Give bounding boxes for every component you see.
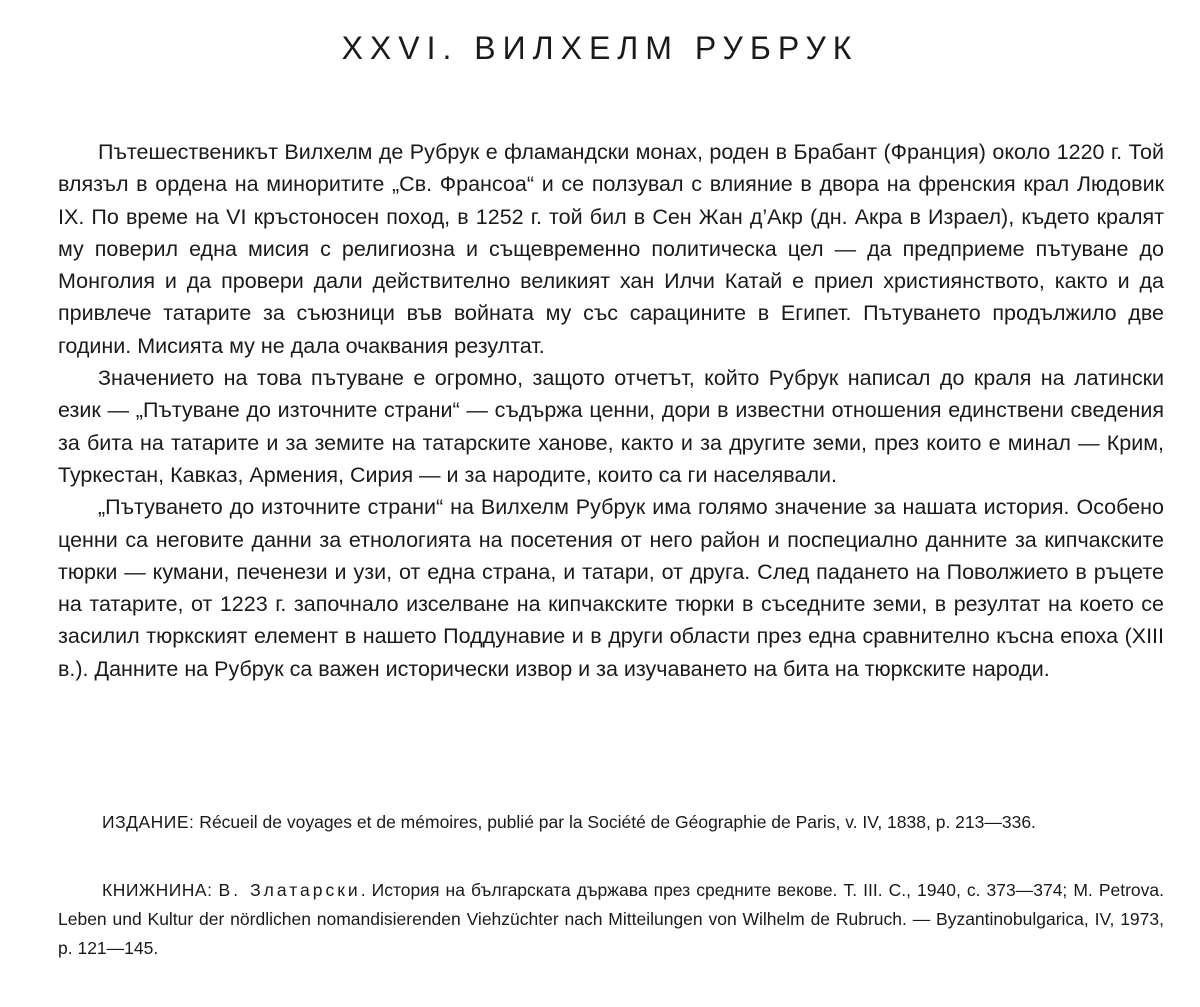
literature-text: . История на българската държава през средните векове. Т. III. С., 1940, с. 373—374; M. Petrova. Leben und Kultur der nördlichen nomandisierenden Viehzüchter nach Mitteilungen von Wilhelm de Rubruch. — Byzantinobulgarica, IV, 1973, p. 121—145. xyxy=(58,880,1164,958)
literature-author: В. Златарски xyxy=(218,880,361,900)
edition-section xyxy=(58,808,1164,837)
paragraph-1: Пътешественикът Вилхелм де Рубрук е фламандски монах, роден в Брабант (Франция) около 1220 г. Той влязъл в ордена на миноритите „Св. Франсоа“ и се ползувал с влияние в двора на френския крал Людовик IX. По време на VI кръстоносен поход, в 1252 г. той бил в Сен Жан д’Акр (дн. Акра в Израел), където кралят му поверил една мисия с религиозна и същевременно политическа цел — да предприеме пътуване до Монголия и да провери дали действително великият хан Илчи Катай е приел християнството, както и да привлече татарите за съюзници във войната му със сарацините в Египет. Пътуването продължило две години. Мисията му не дала очаквания резултат. xyxy=(58,140,1164,358)
edition-label: ИЗДАНИЕ: xyxy=(102,812,195,832)
edition-text: Récueil de voyages et de mémoires, publié par la Société de Géographie de Paris, v. IV, 1838, p. 213—336. xyxy=(194,812,1036,832)
literature-label: КНИЖНИНА: xyxy=(102,880,213,900)
literature-entry xyxy=(58,876,1164,963)
literature-section xyxy=(58,876,1164,963)
main-text xyxy=(58,136,1164,685)
edition-entry xyxy=(58,808,1164,837)
paragraph-3: „Пътуването до източните страни“ на Вилхелм Рубрук има голямо значение за нашата история. Особено ценни са неговите данни за етнологията на посетения от него район и поспециално данните за кипчакските тюрки — кумани, печенези и узи, от една страна, и татари, от друга. След падането на Поволжието в ръцете на татарите, от 1223 г. започнало изселване на кипчакските тюрки в съседните земи, в резултат на което се засилил тюркският елемент в нашето Поддунавие и в други области през една сравнително късна епоха (XIII в.). Данните на Рубрук са важен исторически извор и за изучаването на бита на тюркските народи. xyxy=(58,495,1164,681)
chapter-title: XXVI. ВИЛХЕЛМ РУБРУК xyxy=(341,30,859,66)
paragraph-2: Значението на това пътуване е огромно, защото отчетът, който Рубрук написал до краля на латински език — „Пътуване до източните страни“ — съдържа ценни, дори в известни отношения единствени сведения за бита на татарите и за земите на татарските ханове, както и за другите земи, през които е минал — Крим, Туркестан, Кавказ, Армения, Сирия — и за народите, които са ги населявали. xyxy=(58,366,1164,487)
